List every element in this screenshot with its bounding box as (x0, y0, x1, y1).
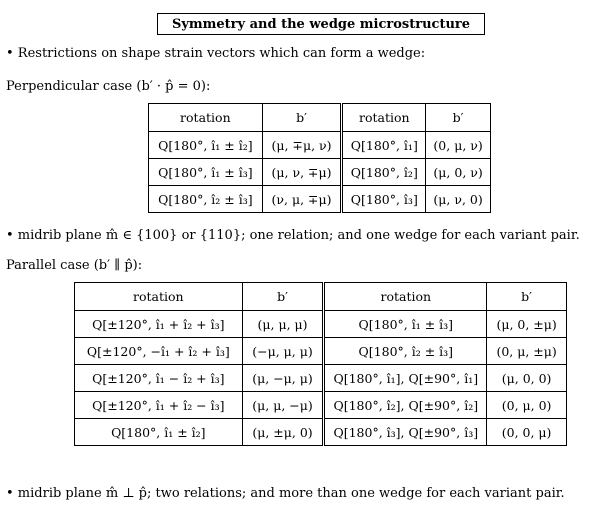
header-cell: rotation (149, 104, 263, 132)
header-cell: b′ (426, 104, 491, 132)
table-row (75, 311, 567, 338)
table-cell: Q[180°, î₂], Q[±90°, î₂] (324, 392, 487, 419)
parallel-heading: Parallel case (b′ ∥ p̂): (6, 258, 143, 273)
table-cell: Q[±120°, î₁ + î₂ + î₃] (75, 311, 243, 338)
table-cell: (μ, 0, ±μ) (487, 311, 567, 338)
bullet-midrib-perpendicular: • midrib plane m̂ ⊥ p̂; two relations; and more than one wedge for each variant pair. (6, 486, 565, 501)
perpendicular-heading: Perpendicular case (b′ · p̂ = 0): (6, 79, 211, 94)
header-cell: b′ (262, 104, 342, 132)
table-cell: Q[180°, î₁ ± î₃] (149, 159, 263, 186)
table-cell: Q[±120°, −î₁ + î₂ + î₃] (75, 338, 243, 365)
table-cell: (μ, μ, μ) (242, 311, 324, 338)
header-cell: rotation (342, 104, 426, 132)
header-cell: b′ (487, 283, 567, 311)
table-cell: Q[180°, î₁ ± î₂] (149, 132, 263, 159)
table-cell: Q[180°, î₂ ± î₃] (324, 338, 487, 365)
table-cell: Q[180°, î₁ ± î₂] (75, 419, 243, 446)
table-row (75, 419, 567, 446)
table-cell: Q[180°, î₃] (342, 186, 426, 213)
table-cell: Q[±120°, î₁ − î₂ + î₃] (75, 365, 243, 392)
bullet-midrib-100-110: • midrib plane m̂ ∈ {100} or {110}; one relation; and one wedge for each variant pair. (6, 228, 580, 243)
table-cell: (0, μ, ν) (426, 132, 491, 159)
table-cell: Q[180°, î₃], Q[±90°, î₃] (324, 419, 487, 446)
header-cell: rotation (324, 283, 487, 311)
table-cell: Q[180°, î₁] (342, 132, 426, 159)
table-cell: Q[±120°, î₁ + î₂ − î₃] (75, 392, 243, 419)
table-cell: Q[180°, î₂ ± î₃] (149, 186, 263, 213)
table-header-row (149, 104, 491, 132)
table-cell: (μ, −μ, μ) (242, 365, 324, 392)
table-row (75, 392, 567, 419)
table-cell: (μ, ±μ, 0) (242, 419, 324, 446)
table-cell: (μ, ν, 0) (426, 186, 491, 213)
table-cell: (μ, ∓μ, ν) (262, 132, 342, 159)
table-cell: (0, 0, μ) (487, 419, 567, 446)
table-cell: (μ, 0, ν) (426, 159, 491, 186)
table-row (75, 365, 567, 392)
table-cell: (0, μ, ±μ) (487, 338, 567, 365)
slide-title: Symmetry and the wedge microstructure (157, 13, 485, 35)
parallel-table (74, 282, 567, 446)
perpendicular-table (148, 103, 491, 213)
table-header-row (75, 283, 567, 311)
table-cell: (μ, 0, 0) (487, 365, 567, 392)
table-row (149, 159, 491, 186)
table-cell: Q[180°, î₁], Q[±90°, î₁] (324, 365, 487, 392)
table-row (149, 186, 491, 213)
table-cell: (μ, μ, −μ) (242, 392, 324, 419)
table-cell: Q[180°, î₁ ± î₃] (324, 311, 487, 338)
header-cell: rotation (75, 283, 243, 311)
table-cell: (ν, μ, ∓μ) (262, 186, 342, 213)
bullet-restrictions: • Restrictions on shape strain vectors which can form a wedge: (6, 46, 426, 61)
table-cell: (μ, ν, ∓μ) (262, 159, 342, 186)
header-cell: b′ (242, 283, 324, 311)
table-cell: (−μ, μ, μ) (242, 338, 324, 365)
table-cell: Q[180°, î₂] (342, 159, 426, 186)
table-row (149, 132, 491, 159)
table-cell: (0, μ, 0) (487, 392, 567, 419)
table-row (75, 338, 567, 365)
